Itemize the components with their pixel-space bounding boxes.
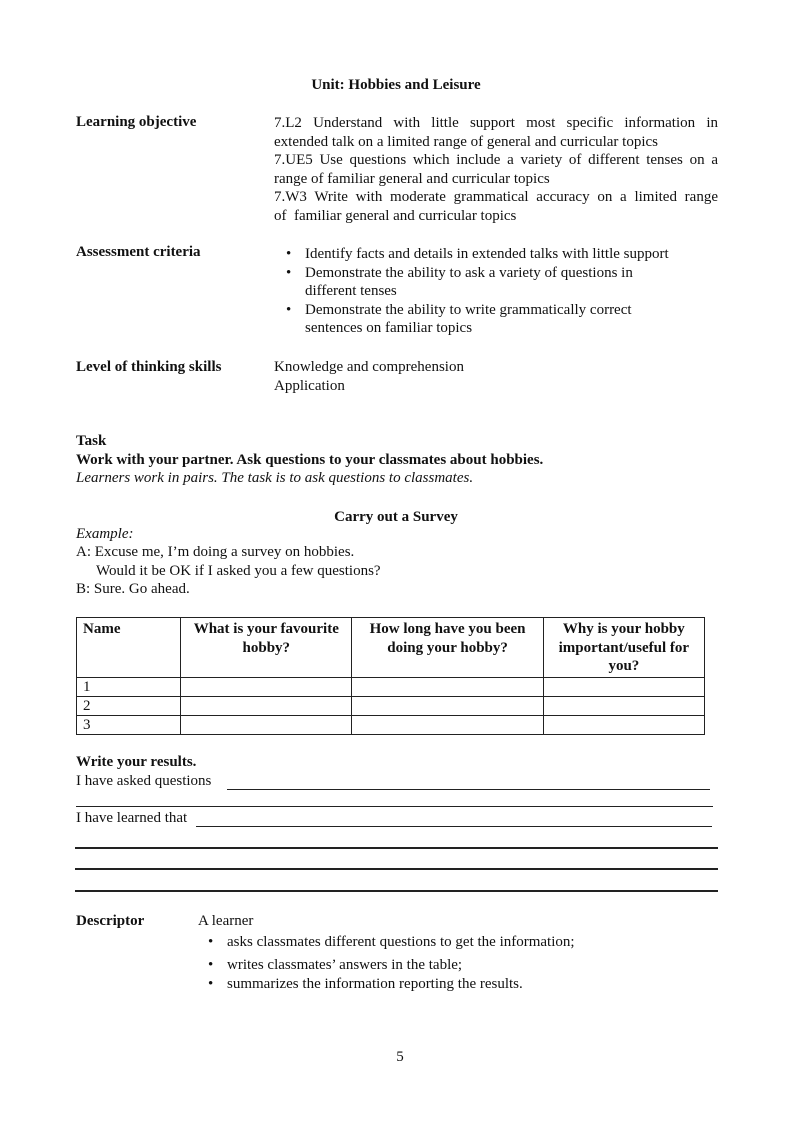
objective-line: extended talk on a limited range of general and curricular topics <box>274 133 659 150</box>
dialogue-line-b: B: Sure. Go ahead. <box>76 581 190 597</box>
table-row <box>77 697 705 716</box>
table-cell[interactable] <box>352 678 543 697</box>
table-cell[interactable] <box>543 678 704 697</box>
table-cell[interactable] <box>181 697 352 716</box>
descriptor-list <box>198 933 718 994</box>
thinking-skill: Knowledge and comprehension <box>274 359 464 375</box>
results-heading: Write your results. <box>76 754 197 770</box>
column-header: Name <box>77 618 181 678</box>
criteria-item: • Demonstrate the ability to write grammatically correct sentences on familiar topics <box>276 301 716 338</box>
objective-line: range of familiar general and curricular topics <box>274 170 550 187</box>
table-row <box>77 716 705 735</box>
page-number: 5 <box>396 1049 404 1065</box>
table-cell[interactable] <box>181 716 352 735</box>
learned-label: I have learned that <box>76 810 188 826</box>
descriptor-intro: A learner <box>198 913 254 929</box>
column-header: How long have you been doing your hobby? <box>352 618 543 678</box>
table-cell: 2 <box>77 697 181 716</box>
survey-table <box>76 617 705 735</box>
table-cell: 1 <box>77 678 181 697</box>
table-row <box>77 678 705 697</box>
page-title: Unit: Hobbies and Leisure <box>311 77 481 93</box>
task-instruction: Work with your partner. Ask questions to your classmates about hobbies. <box>76 452 544 468</box>
table-cell[interactable] <box>352 697 543 716</box>
table-header-row <box>77 618 705 678</box>
thinking-skills-label: Level of thinking skills <box>76 359 222 375</box>
asked-label: I have asked questions <box>76 773 212 789</box>
asked-answer-line[interactable] <box>227 789 710 790</box>
thinking-skills-text <box>274 358 464 395</box>
learning-objective-label: Learning objective <box>76 114 197 130</box>
answer-line[interactable] <box>75 868 718 870</box>
task-heading: Task <box>76 433 107 449</box>
criteria-item: • Demonstrate the ability to ask a variety of questions in different tenses <box>276 264 716 301</box>
column-header: What is your favourite hobby? <box>181 618 352 678</box>
table-cell[interactable] <box>543 716 704 735</box>
survey-title: Carry out a Survey <box>334 509 458 525</box>
objective-line: 7.L2 Understand with little support most specific information in <box>274 115 718 131</box>
column-header: Why is your hobby important/useful for you? <box>543 618 704 678</box>
assessment-criteria-list <box>276 245 716 338</box>
answer-line[interactable] <box>75 890 718 892</box>
thinking-skill: Application <box>274 377 345 394</box>
objective-line: 7.W3 Write with moderate grammatical accuracy on a limited range <box>274 189 718 205</box>
descriptor-item: • asks classmates different questions to get the information; <box>198 933 718 952</box>
answer-line[interactable] <box>75 847 718 849</box>
answer-line[interactable] <box>76 806 713 807</box>
descriptor-label: Descriptor <box>76 913 145 929</box>
dialogue-line-a: A: Excuse me, I’m doing a survey on hobbies. <box>76 544 355 560</box>
descriptor-item: • summarizes the information reporting the results. <box>198 975 718 994</box>
criteria-item: • Identify facts and details in extended talks with little support <box>276 245 716 264</box>
table-cell[interactable] <box>543 697 704 716</box>
table-cell[interactable] <box>352 716 543 735</box>
table-cell[interactable] <box>181 678 352 697</box>
objective-line: of familiar general and curricular topics <box>274 207 517 224</box>
learning-objective-text <box>274 114 718 225</box>
assessment-criteria-label: Assessment criteria <box>76 244 201 260</box>
descriptor-item: • writes classmates’ answers in the table; <box>198 956 718 975</box>
table-cell: 3 <box>77 716 181 735</box>
dialogue-line-a2: Would it be OK if I asked you a few questions? <box>96 563 381 579</box>
example-label: Example: <box>76 526 134 542</box>
task-note: Learners work in pairs. The task is to ask questions to classmates. <box>76 470 474 486</box>
objective-line: 7.UE5 Use questions which include a variety of different tenses on a <box>274 152 718 168</box>
learned-answer-line[interactable] <box>196 826 712 827</box>
